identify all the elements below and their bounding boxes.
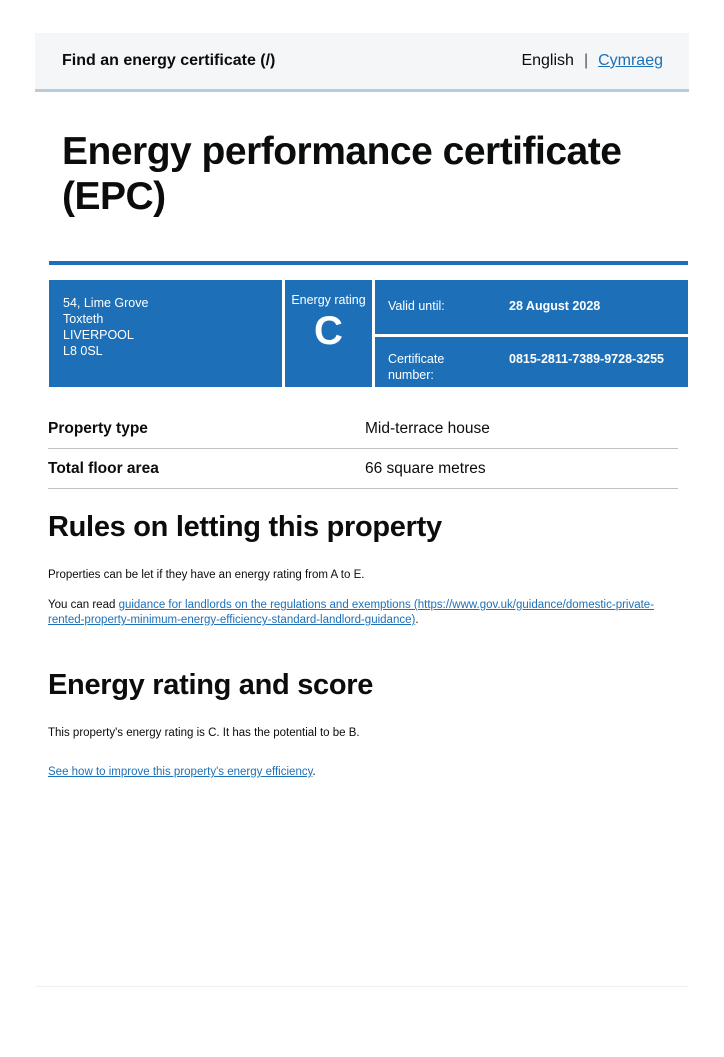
main-content bbox=[35, 129, 689, 987]
energy-rating-heading: Energy rating and score bbox=[48, 669, 374, 701]
language-switcher bbox=[521, 51, 663, 70]
row-label: Total floor area bbox=[48, 449, 365, 489]
valid-until-value: 28 August 2028 bbox=[509, 299, 601, 313]
address-line: LIVERPOOL bbox=[63, 328, 134, 342]
improve-suffix: . bbox=[312, 766, 316, 778]
guidance-paragraph bbox=[48, 598, 676, 628]
valid-until-box bbox=[375, 280, 688, 334]
row-value: Mid-terrace house bbox=[365, 409, 678, 449]
address-line: Toxteth bbox=[63, 312, 104, 326]
table-row bbox=[48, 449, 678, 489]
address-line: L8 0SL bbox=[63, 344, 103, 358]
address-line: 54, Lime Grove bbox=[63, 296, 149, 310]
guidance-suffix: . bbox=[415, 614, 419, 626]
language-separator: | bbox=[583, 52, 589, 69]
page-wrapper bbox=[35, 33, 689, 987]
improve-efficiency-link[interactable]: See how to improve this property's energy efficiency bbox=[48, 766, 313, 778]
certificate-number-label-wrap bbox=[388, 351, 509, 383]
improve-paragraph bbox=[48, 765, 676, 780]
table-row bbox=[48, 409, 678, 449]
service-header bbox=[35, 33, 689, 92]
letting-rules-text: Properties can be let if they have an energy rating from A to E. bbox=[48, 569, 365, 581]
page-title: Energy performance certificate (EPC) bbox=[62, 130, 622, 218]
property-details-table bbox=[48, 409, 678, 489]
row-label: Property type bbox=[48, 409, 365, 449]
title-divider bbox=[49, 261, 688, 265]
language-link-cymraeg[interactable]: Cymraeg bbox=[598, 52, 663, 69]
certificate-number-box bbox=[375, 337, 688, 387]
property-address bbox=[49, 280, 282, 387]
energy-rating-value: C bbox=[314, 309, 343, 353]
service-name-link[interactable]: Find an energy certificate (/) bbox=[62, 52, 276, 69]
certificate-meta-column bbox=[375, 280, 688, 387]
certificate-number-label: Certificate number: bbox=[388, 352, 445, 382]
language-current: English bbox=[521, 52, 574, 69]
letting-rules-heading: Rules on letting this property bbox=[48, 511, 442, 543]
certificate-summary-panel bbox=[49, 280, 688, 387]
energy-rating-label: Energy rating bbox=[291, 293, 366, 307]
row-value: 66 square metres bbox=[365, 449, 678, 489]
valid-until-label: Valid until: bbox=[388, 299, 445, 313]
rating-summary-text: This property's energy rating is C. It has the potential to be B. bbox=[48, 727, 360, 739]
certificate-number-value: 0815-2811-7389-9728-3255 bbox=[509, 352, 664, 366]
guidance-prefix: You can read bbox=[48, 599, 119, 611]
landlord-guidance-link[interactable]: guidance for landlords on the regulations and exemptions (https://www.gov.uk/guidance/domestic-private-rented-property-minimum-energy-efficiency-standard-landlord-guidance) bbox=[48, 599, 655, 626]
page-bottom-divider bbox=[35, 986, 689, 987]
energy-rating-box bbox=[285, 280, 372, 387]
